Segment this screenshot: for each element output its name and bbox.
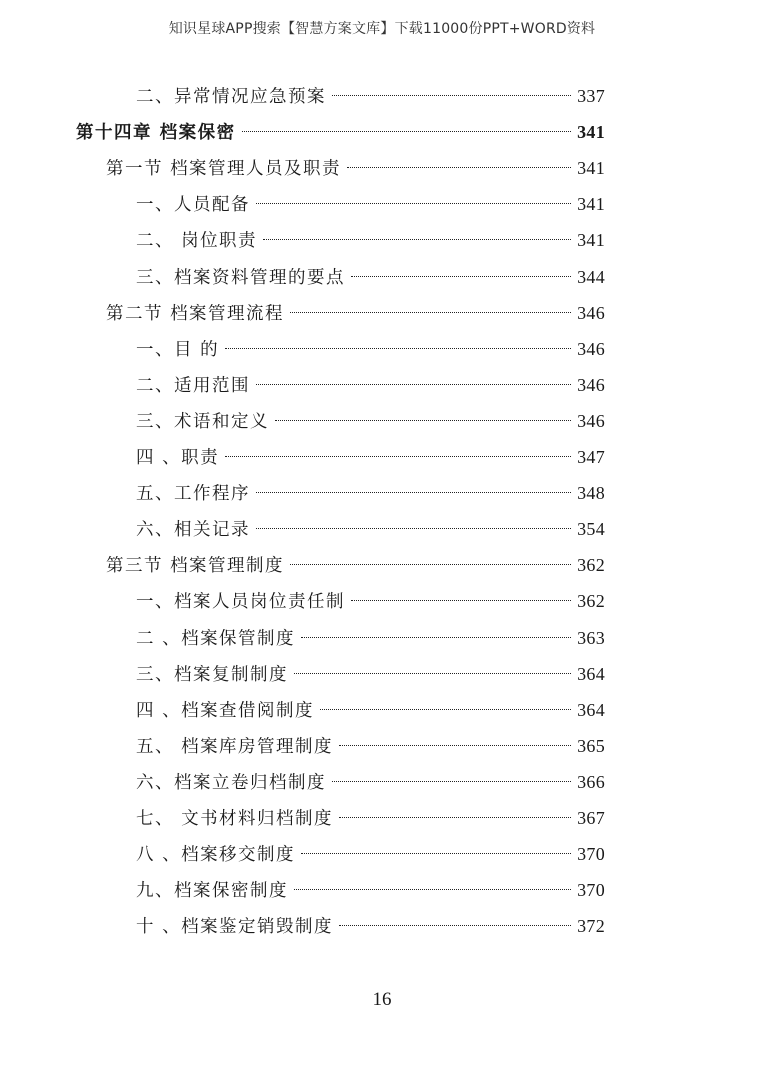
toc-subsection-entry[interactable] (136, 336, 605, 362)
toc-subsection-entry[interactable] (136, 661, 605, 687)
toc-subsection-entry[interactable] (136, 227, 605, 253)
toc-entry-title: 二、异常情况应急预案 (136, 87, 326, 107)
toc-entry-title: 九、档案保密制度 (136, 881, 288, 902)
dot-leader (256, 492, 571, 493)
toc-entry-page: 346 (577, 374, 605, 395)
toc-entry-title: 三、术语和定义 (136, 411, 269, 432)
toc-entry-page: 341 (577, 158, 605, 179)
header-banner: 知识星球APP搜索【智慧方案文库】下载11000份PPT+WORD资料 (168, 21, 596, 37)
toc-entry-title: 八 、档案移交制度 (136, 845, 296, 866)
dot-leader (225, 348, 571, 349)
toc-entry-page: 364 (577, 663, 605, 684)
toc-entry-page: 362 (577, 591, 605, 612)
toc-subsection-entry[interactable] (136, 805, 605, 831)
toc-subsection-entry[interactable] (136, 444, 605, 470)
toc-entry-title: 二、适用范围 (136, 375, 250, 396)
toc-entry-title: 第一节 档案管理人员及职责 (106, 159, 342, 180)
dot-leader (256, 384, 571, 385)
dot-leader (275, 420, 571, 421)
page-number: 16 (372, 989, 392, 1010)
toc-entry-title: 二 、档案保管制度 (136, 628, 296, 649)
toc-entry-title: 四 、档案查借阅制度 (136, 700, 315, 721)
toc-entry-page: 341 (577, 230, 605, 251)
toc-subsection-entry[interactable] (136, 913, 605, 939)
dot-leader (294, 673, 571, 674)
toc-entry-title: 六、档案立卷归档制度 (136, 772, 326, 793)
dot-leader (339, 817, 571, 818)
dot-leader (347, 167, 571, 168)
toc-entry-title: 四 、职责 (136, 448, 220, 468)
toc-subsection-entry[interactable] (136, 769, 605, 795)
dot-leader (332, 781, 571, 782)
toc-subsection-entry[interactable] (136, 264, 605, 290)
toc-entry-page: 363 (577, 627, 605, 648)
toc-entry-title: 五、 档案库房管理制度 (136, 736, 334, 757)
toc-entry-page: 370 (577, 880, 605, 901)
toc-subsection-entry[interactable] (136, 516, 605, 542)
toc-entry-page: 364 (577, 699, 605, 720)
dot-leader (320, 709, 571, 710)
toc-subsection-entry[interactable] (136, 408, 605, 434)
dot-leader (256, 528, 571, 529)
toc-entry-title: 一、人员配备 (136, 195, 250, 216)
dot-leader (301, 637, 571, 638)
toc-entry-page: 362 (577, 555, 605, 576)
dot-leader (294, 889, 571, 890)
toc-subsection-entry[interactable] (136, 480, 605, 506)
toc-subsection-entry[interactable] (136, 697, 605, 723)
dot-leader (290, 564, 571, 565)
toc-entry-title: 第十四章 档案保密 (76, 123, 236, 144)
toc-entry-page: 346 (577, 338, 605, 359)
dot-leader (242, 131, 572, 132)
dot-leader (339, 925, 571, 926)
dot-leader (263, 239, 571, 240)
toc-entry-title: 一、档案人员岗位责任制 (136, 592, 345, 613)
toc-entry-title: 二、 岗位职责 (136, 231, 258, 252)
dot-leader (339, 745, 571, 746)
toc-entry-page: 366 (577, 771, 605, 792)
toc-section-entry[interactable] (106, 552, 605, 578)
toc-entry-page: 337 (577, 86, 605, 106)
toc-entry-title: 第二节 档案管理流程 (106, 303, 285, 324)
toc-entry-title: 六、相关记录 (136, 520, 250, 541)
dot-leader (290, 312, 571, 313)
toc-entry-page: 348 (577, 483, 605, 504)
toc-entry-title: 一、目 的 (136, 339, 220, 360)
toc-entry-page: 341 (577, 122, 605, 143)
toc-entry-page: 346 (577, 302, 605, 323)
toc-subsection-entry[interactable] (136, 877, 605, 903)
toc-entry-page: 367 (577, 808, 605, 828)
dot-leader (351, 600, 571, 601)
toc-subsection-entry[interactable] (136, 733, 605, 759)
toc-chapter-entry[interactable] (76, 119, 605, 145)
toc-subsection-entry[interactable] (136, 625, 605, 651)
toc-subsection-entry[interactable] (136, 588, 605, 614)
toc-subsection-entry[interactable] (136, 372, 605, 398)
toc-entry-page: 370 (577, 844, 605, 865)
toc-entry-page: 344 (577, 266, 605, 287)
toc-entry-page: 372 (577, 916, 605, 937)
toc-entry-title: 五、工作程序 (136, 484, 250, 505)
toc-subsection-entry[interactable] (136, 841, 605, 867)
toc-entry-title: 七、 文书材料归档制度 (136, 809, 334, 829)
toc-entry-title: 三、档案资料管理的要点 (136, 267, 345, 288)
dot-leader (256, 203, 571, 204)
toc-entry-page: 365 (577, 735, 605, 756)
toc-entry-title: 三、档案复制制度 (136, 664, 288, 685)
toc-entry-page: 341 (577, 194, 605, 215)
dot-leader (351, 276, 571, 277)
toc-entry-page: 354 (577, 519, 605, 540)
toc-subsection-entry[interactable] (136, 191, 605, 217)
toc-section-entry[interactable] (106, 155, 605, 181)
dot-leader (332, 95, 571, 96)
toc-entry-page: 347 (577, 447, 605, 467)
toc-section-entry[interactable] (106, 300, 605, 326)
dot-leader (225, 456, 571, 457)
toc-entry-title: 十 、档案鉴定销毁制度 (136, 917, 334, 938)
toc-subsection-entry[interactable] (136, 83, 605, 109)
toc-entry-page: 346 (577, 410, 605, 431)
toc-entry-title: 第三节 档案管理制度 (106, 556, 285, 577)
dot-leader (301, 853, 571, 854)
